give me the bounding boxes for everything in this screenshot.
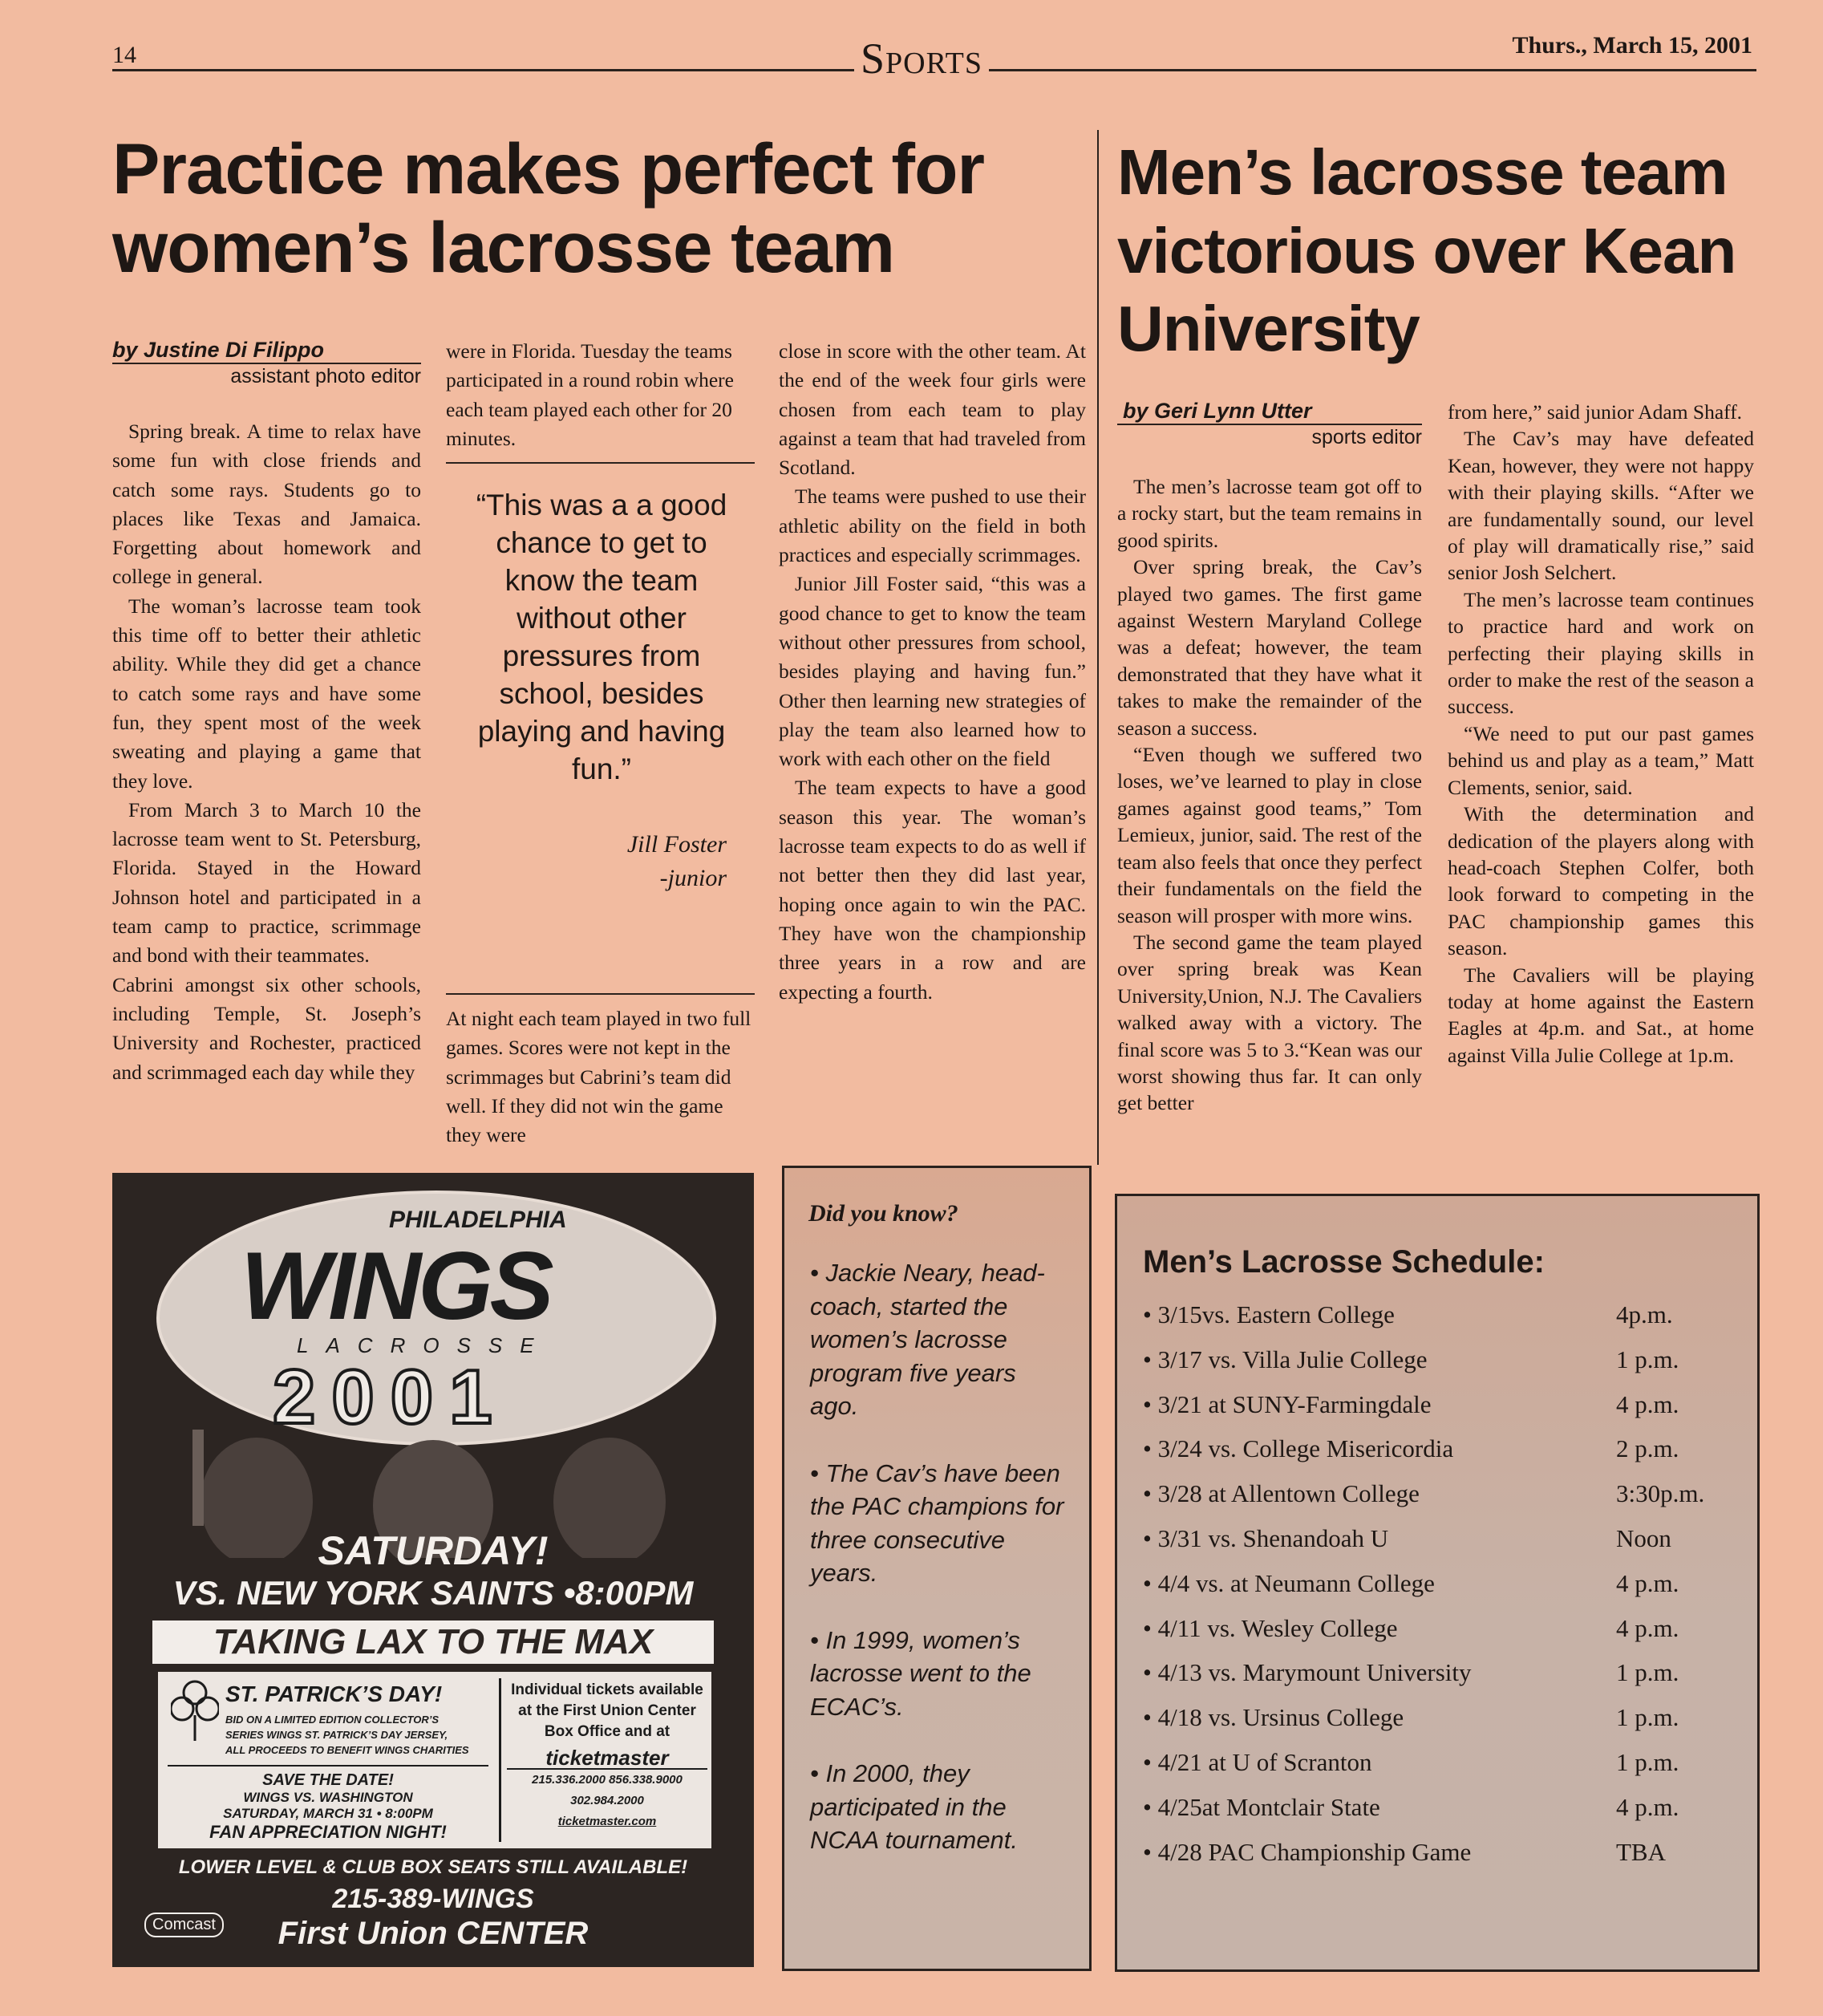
ad-opponent-line: VS. NEW YORK SAINTS •8:00PM [172,1574,694,1612]
paragraph: The men’s lacrosse team got off to a rocky start, but the team remains in good spirits. [1117,475,1422,552]
schedule-box [1115,1194,1760,1972]
ad-lacrosse: LACROSSE [297,1333,552,1357]
did-you-know-box [782,1166,1092,1971]
schedule-time: 2 p.m. [1616,1434,1679,1463]
schedule-game: • 4/25at Montclair State [1143,1792,1380,1821]
ad-sat-march: SATURDAY, MARCH 31 • 8:00PM [223,1806,433,1821]
ad-bid-line: ALL PROCEEDS TO BENEFIT WINGS CHARITIES [225,1744,469,1756]
paragraph: The woman’s lacrosse team took this time off to better their athletic ability. While they did get a chance to catch some rays and have some fun, they spent most of the week sweating and playing a game that they love. [112,594,421,793]
headline-line: Men’s lacrosse team [1117,136,1728,208]
paragraph: The team expects to have a good season this year. The woman’s lacrosse team expects to do as well if not better then they did last year, hoping once again to win the PAC. They have won the championship three years in a row and are expecting a fourth. [779,776,1086,1004]
paragraph: The Cav’s may have defeated Kean, however, they were not happy with their playing skills. “After we are fundamentally sound, our level of play will dramatically rise,” said senior Josh Selchert. [1448,427,1754,585]
schedule-time: Noon [1616,1523,1671,1552]
schedule-time: 1 p.m. [1616,1703,1679,1732]
page-number: 14 [112,42,136,68]
paragraph: The teams were pushed to use their athletic ability on the field in both practices and especially scrimmages. [779,485,1086,567]
schedule-row [1143,1382,1736,1427]
schedule-game: • 3/31 vs. Shenandoah U [1143,1523,1389,1552]
pull-quote-name: Jill Foster [626,831,727,858]
headline-line: Practice makes perfect for [112,128,985,209]
ad-venue: First Union CENTER [278,1916,589,1951]
schedule-time: 4 p.m. [1616,1613,1679,1642]
article-column-4 [1117,473,1422,1117]
comcast-logo: Comcast [144,1913,224,1937]
article-divider [1097,130,1099,1165]
ad-tm-site: ticketmaster.com [557,1815,657,1828]
ad-save-date: SAVE THE DATE! [262,1771,394,1789]
schedule-game: • 4/28 PAC Championship Game [1143,1837,1472,1866]
shamrock-icon [171,1678,219,1742]
did-you-know-title: Did you know? [808,1200,958,1227]
schedule-row [1143,1516,1736,1561]
headline-men [1117,133,1736,368]
ad-wings-wordmark: WINGS [241,1232,551,1340]
ad-seats: LOWER LEVEL & CLUB BOX SEATS STILL AVAILABLE! [178,1856,688,1878]
paragraph: Junior Jill Foster said, “this was a good chance to get to know the team without other pressures from school, besides playing and having fun.” Other then learning new strategies of play the team also learned how to work with each other on the field [779,572,1086,771]
schedule-row [1143,1426,1736,1471]
did-you-know-list [810,1256,1067,1891]
paragraph: The Cavaliers will be playing today at home against the Eastern Eagles at 4p.m. and Sat., at home against Villa Julie College at 1p.m. [1448,963,1754,1067]
paragraph: From March 3 to March 10 the lacrosse team went to St. Petersburg, Florida. Stayed in the Howard Johnson hotel and participated in a team camp to practice, scrimmage and bond with their teammates. [112,797,421,967]
section-title: Sports [854,34,989,83]
schedule-game: • 3/17 vs. Villa Julie College [1143,1345,1428,1373]
schedule-row [1143,1471,1736,1516]
article-column-3 [779,337,1086,1007]
schedule-list [1143,1292,1736,1874]
schedule-time: 3:30p.m. [1616,1479,1705,1508]
headline-line: University [1117,293,1420,365]
ad-st-patricks-panel [168,1678,488,1842]
schedule-time: 1 p.m. [1616,1747,1679,1776]
ad-info-box [156,1670,713,1850]
ad-bid-line: SERIES WINGS ST. PATRICK’S DAY JERSEY, [225,1729,448,1741]
paragraph: With the determination and dedication of the players along with head-coach Stephen Colfer, both look forward to competing in the PAC championship games this season. [1448,802,1754,960]
wings-advertisement [112,1173,754,1967]
schedule-game: • 3/21 at SUNY-Farmingdale [1143,1389,1432,1418]
headline-line: women’s lacrosse team [112,206,894,287]
schedule-row [1143,1650,1736,1695]
ad-st-patricks: ST. PATRICK’S DAY! [225,1681,443,1706]
byline-rule [112,363,421,364]
ad-slogan: TAKING LAX TO THE MAX [152,1621,714,1664]
ad-tickets-line: at the First Union Center [518,1702,696,1719]
schedule-title: Men’s Lacrosse Schedule: [1143,1244,1545,1280]
list-item: • The Cav’s have been the PAC champions for three consecutive years. [810,1458,1064,1587]
article-column-2-bottom [446,1004,755,1150]
schedule-time: 4 p.m. [1616,1792,1679,1821]
pullquote-top-rule [446,462,755,464]
schedule-row [1143,1561,1736,1606]
pull-quote-attribution [446,828,727,895]
pull-quote-title: -junior [659,865,727,891]
list-item: • Jackie Neary, head- coach, started the women’s lacrosse program five years ago. [810,1259,1045,1420]
schedule-time: 4 p.m. [1616,1389,1679,1418]
paragraph: “Even though we suffered two loses, we’ve learned to play in close games against good teams,” Tom Lemieux, junior, said. The rest of the team also feels that once they perfect their fundamentals on the field the season will prosper with more wins. [1117,743,1422,927]
ad-tm-phones: 215.336.2000 856.338.9000 [532,1773,683,1787]
pullquote-bottom-rule [446,993,755,995]
list-item: • In 1999, women’s lacrosse went to the ECAC’s. [810,1625,1031,1721]
schedule-game: • 4/18 vs. Ursinus College [1143,1703,1404,1732]
byline-role: sports editor [1311,426,1422,448]
article-column-2-top [446,337,755,453]
schedule-row [1143,1695,1736,1740]
schedule-game: • 4/4 vs. at Neumann College [1143,1568,1435,1597]
ad-tickets-panel [507,1680,707,1832]
ad-year: 2001 [273,1354,508,1440]
ad-box-divider [499,1678,501,1842]
schedule-time: 1 p.m. [1616,1658,1679,1687]
schedule-game: • 4/21 at U of Scranton [1143,1747,1372,1776]
paragraph: from here,” said junior Adam Shaff. [1448,400,1743,424]
schedule-game: • 3/24 vs. College Misericordia [1143,1434,1454,1463]
article-column-1 [112,417,421,1087]
ad-bid-line: BID ON A LIMITED EDITION COLLECTOR’S [225,1714,440,1726]
schedule-row [1143,1785,1736,1830]
article-column-5 [1448,399,1754,1069]
ad-tickets-line: Box Office and at [544,1723,670,1740]
headline-line: victorious over Kean [1117,214,1736,286]
ticketmaster-logo: ticketmaster [507,1747,707,1770]
paragraph: At night each team played in two full games. Scores were not kept in the scrimmages but Cabrini’s team did well. If they did not win the game they were [446,1007,751,1147]
byline-rule [1117,424,1422,425]
schedule-game: • 3/28 at Allentown College [1143,1479,1420,1508]
paragraph: Over spring break, the Cav’s played two games. The first game against Western Maryland College was a defeat; however, the team demonstrated that they have what it takes to make the remainder of the season a success. [1117,555,1422,740]
paragraph: Spring break. A time to relax have some fun with close friends and catch some rays. Students go to places like Texas and Jamaica. Forgetting about homework and college in general. [112,420,421,589]
pull-quote: “This was a a good chance to get to know the team without other pressures from school, besides playing and having fun.” [476,489,727,785]
byline: by Geri Lynn Utter [1123,399,1312,423]
schedule-time: 4p.m. [1616,1300,1673,1328]
schedule-row [1143,1830,1736,1875]
ad-wings-vs: WINGS VS. WASHINGTON [243,1790,413,1805]
ad-saturday: SATURDAY! [318,1528,549,1573]
schedule-row [1143,1337,1736,1382]
ad-tm-phone2: 302.984.2000 [570,1794,644,1807]
schedule-game: • 4/11 vs. Wesley College [1143,1613,1398,1642]
list-item: • In 2000, they participated in the NCAA tournament. [810,1759,1019,1854]
ad-philadelphia: PHILADELPHIA [389,1207,567,1233]
issue-date: Thurs., March 15, 2001 [1512,32,1752,59]
schedule-row [1143,1292,1736,1337]
paragraph: Cabrini amongst six other schools, including Temple, St. Joseph’s University and Rochester, practiced and scrimmaged each day while they [112,972,421,1084]
schedule-row [1143,1606,1736,1651]
schedule-time: 1 p.m. [1616,1345,1679,1373]
paragraph: The second game the team played over spring break was Kean University,Union, N.J. The Cavaliers walked away with a victory. The final score was 5 to 3.“Kean was our worst showing thus far. It can only get better [1117,930,1422,1115]
byline: by Justine Di Filippo [112,338,325,362]
headline-women [112,130,984,287]
ad-fan-night: FAN APPRECIATION NIGHT! [209,1822,447,1842]
schedule-time: 4 p.m. [1616,1568,1679,1597]
schedule-time: TBA [1616,1837,1666,1866]
ad-phone: 215-389-WINGS [332,1884,534,1914]
paragraph: The men’s lacrosse team continues to practice hard and work on perfecting their playing skills in order to make the rest of the season a success. [1448,587,1754,719]
schedule-game: • 4/13 vs. Marymount University [1143,1658,1472,1687]
byline-role: assistant photo editor [230,365,421,387]
ad-tickets-line: Individual tickets available [511,1681,703,1698]
schedule-game: • 3/15vs. Eastern College [1143,1300,1395,1328]
paragraph: close in score with the other team. At the end of the week four girls were chosen from each team to play against a team that had traveled from Scotland. [779,339,1086,480]
paragraph: “We need to put our past games behind us and play as a team,” Matt Clements, senior, said. [1448,721,1754,799]
schedule-row [1143,1740,1736,1785]
paragraph: were in Florida. Tuesday the teams participated in a round robin where each team played each other for 20 minutes. [446,339,734,450]
